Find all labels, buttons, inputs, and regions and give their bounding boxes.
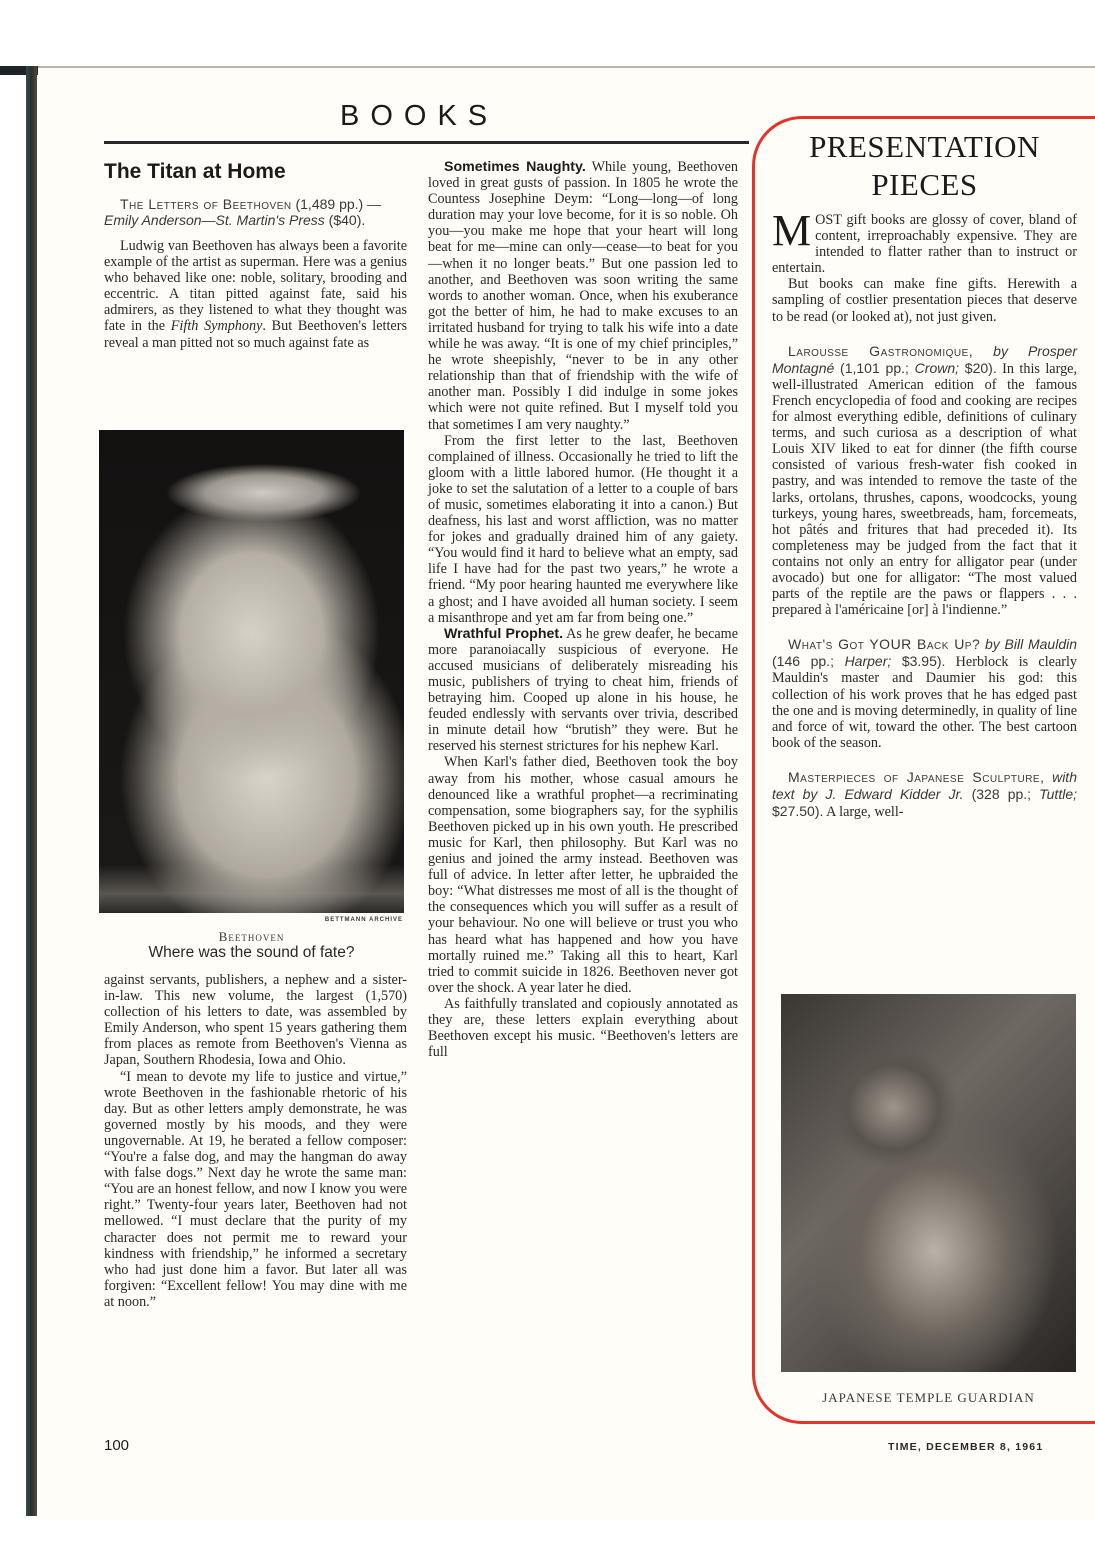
review-title: Larousse Gastronomique, (788, 342, 974, 359)
publication-date: TIME, DECEMBER 8, 1961 (888, 1441, 1044, 1453)
article-paragraph: As faithfully translated and copiously annotated as they are, these letters explain everything about Beethoven except his music. “Beethoven's letters are full (428, 995, 738, 1061)
review-author: with text by J. Edward Kidder Jr. (772, 768, 1077, 802)
review-details: (146 pp.; (772, 653, 845, 670)
book-citation (104, 196, 407, 228)
paragraph-text: OST gift books are glossy of cover, bland of content, irreproachably expensive. They are intended to flatter rather than to instruct or entertain. (772, 212, 1077, 277)
review-author: by Prosper Montagné (772, 342, 1077, 376)
review-details: (1,101 pp.; (834, 359, 915, 376)
photo-caption-name: Beethoven (218, 929, 285, 944)
paragraph-text: Ludwig van Beethoven has always been a favorite example of the artist as superman. Here was a genius who behaved like one: noble, solitary, brooding and eccentric. A titan pitted against fate, said his admirers, as they listened to what they thought was fate in the (104, 238, 407, 335)
article-paragraph: against servants, publishers, a nephew and a sister-in-law. This new volume, the largest (1,570) collection of his letters to date, was assembled by Emily Anderson, who spent 15 years gathering them from places as remote from Beethoven's Vienna as Japan, Southern Rhodesia, Iowa and Ohio. (104, 972, 407, 1069)
review-title: What's Got YOUR Back Up? (788, 636, 981, 653)
review-larousse (772, 343, 1077, 619)
article-paragraph: When Karl's father died, Beethoven took the boy away from his mother, whose casual amours he denounced like a wrathful prophet—a recriminating compensation, some biographers say, for the syphilis Beethoven picked up in his own youth. He prescribed music for Karl, then philosophy. But Karl was no genius and joined the army instead. Beethoven was full of advice. In letter after letter, he upbraided the boy: “What distresses me most of all is the thought of the consequences which you will suffer as a result of your behaviour. No one will believe or trust you who has heard what has happened and how you have mortally ruined me.” Taking all this to heart, Karl tried to commit suicide in 1826. Beethoven never got over the shock. A year later he died. (428, 754, 738, 996)
review-japanese-sculpture (772, 769, 1077, 820)
article-column-1-top (104, 196, 407, 351)
review-price: $3.95). (891, 653, 946, 670)
article-headline: The Titan at Home (104, 160, 286, 183)
review-title: Masterpieces of Japanese Sculpture, (788, 768, 1045, 785)
photo-credit: BETTMANN ARCHIVE (324, 917, 403, 923)
section-title: BOOKS (340, 100, 499, 132)
book-author-publisher: —Emily Anderson—St. Martin's Press (104, 196, 382, 228)
paragraph-text: As he grew deafer, he became more paranoiacally suspicious of everyone. He accused musicians of deliberately misreading his music, publishers of trying to cheat him, friends of betraying him. Cooped up alone in his house, he feuded endlessly with servants over trivia, described in minute detail how “brutish” they were. But he reserved his sternest strictures for his nephew Karl. (428, 625, 738, 755)
review-details: (328 pp.; (963, 786, 1040, 802)
binding-spine (26, 66, 37, 1516)
article-paragraph (428, 626, 738, 755)
sidebar-intro-paragraph (772, 206, 1077, 277)
book-price: ($40). (328, 212, 366, 228)
article-paragraph (428, 159, 738, 433)
review-publisher: Tuttle; (1039, 786, 1077, 802)
review-publisher: Harper; (844, 653, 892, 670)
section-divider (104, 141, 749, 144)
article-paragraph: “I mean to devote my life to justice and virtue,” wrote Beethoven in the fashionable rhetoric of his day. But as other letters amply demonstrate, he was governed mostly by his moods, and they were ungovernable. At 19, he berated a fellow composer: “You're a false dog, and may the hangman do away with false dogs.” Next day he wrote the same man: “You are an honest fellow, and now I know you were right.” Twenty-four years later, Beethoven had not mellowed. “I must declare that the purity of my character does not permit me to reward your kindness with friendship,” he informed a secretary who had just done him a favor. But later all was forgiven: “Excellent fellow! You may dine with me at noon.” (104, 1068, 407, 1310)
review-price: $20). (959, 359, 997, 376)
review-body: A large, well- (823, 804, 904, 821)
symphony-title: Fifth Symphony (170, 318, 263, 335)
guardian-photo-caption: JAPANESE TEMPLE GUARDIAN (822, 1390, 1035, 1405)
article-column-2 (428, 159, 738, 1060)
page-number: 100 (104, 1437, 130, 1454)
article-paragraph: From the first letter to the last, Beethoven complained of illness. Occasionally he tried to lift the gloom with a little labored humor. (He thought it a joke to set the salutation of a letter to a couple of bars of music, sometimes elaborating it into a canon.) But deafness, his last and worst affliction, was no matter for jokes and gradually drained him of any gaiety. “You would find it hard to believe what an empty, sad life I have had for the past two years,” he wrote a friend. “My poor hearing haunted me everywhere like a ghost; and I have avoided all human society. I seem a misanthrope and yet am far from being one.” (428, 432, 738, 626)
article-paragraph (104, 238, 407, 351)
sidebar-intro-paragraph: But books can make fine gifts. Herewith a sampling of costlier presentation pieces that deserve to be read (or looked at), not just given. (772, 276, 1077, 325)
review-publisher: Crown; (914, 359, 960, 376)
sidebar-title-line-2: PIECES (871, 167, 978, 202)
photo-caption-text: Where was the sound of fate? (148, 944, 355, 961)
subhead-wrathful-prophet: Wrathful Prophet. (444, 625, 564, 642)
page-binding-edge (0, 66, 38, 1516)
japanese-temple-guardian-photo (781, 994, 1076, 1372)
review-author: by Bill Mauldin (980, 636, 1078, 653)
review-mauldin (772, 636, 1077, 751)
book-pages: (1,489 pp.) (295, 196, 364, 212)
review-price: $27.50). (772, 803, 824, 820)
paragraph-text: . But Beethoven's letters reveal a man pitted not so much against fate as (104, 318, 407, 351)
review-body: Herblock is clearly Mauldin's master and Daumier his god: this collection of his work proves that he has edged past the one and is moving determinedly, in quality of line and force of wit, toward the other. The best cartoon book of the season. (772, 654, 1078, 751)
beethoven-statue-photo (99, 430, 404, 913)
drop-cap: M (772, 206, 812, 255)
sidebar-column (772, 206, 1078, 821)
book-title: The Letters of Beethoven (120, 196, 292, 212)
sidebar-title (772, 128, 1077, 204)
subhead-sometimes-naughty: Sometimes Naughty. (444, 159, 586, 175)
article-column-1-bottom (104, 972, 407, 1310)
sidebar-title-line-1: PRESENTATION (809, 129, 1040, 164)
paragraph-text: While young, Beethoven loved in great gusts of passion. In 1805 he wrote the Countess Josephine Deym: “Long—long—of long duration may your love become, for it is so noble. Oh you—you make me hope that your heart will long beat for me—mine can only—cease—to beat for you—when it no longer beats.” But one passion led to another, and Beethoven was soon writing the same words to another woman. Once, when his exuberance got the better of him, he had to make excuses to an irritated husband for trying to talk his wife into a date while he was away. “It is one of my chief principles,” he wrote sheepishly, “never to be in any other relationship than that of friendship with the wife of another man. Possibly I did indulge in some jokes which were not quite refined. But I myself told you that sometimes I am very naughty.” (428, 159, 738, 433)
review-body: In this large, well-illustrated American edition of the famous French encyclopedia of food and cooking are recipes for almost everything edible, definitions of culinary terms, and such curiosa as a description of what Louis XIV liked to eat for dinner (the fifth course consisted of various fresh-water fish cooked in pastry, and was intended to remove the taste of the larks, ortolans, thrushes, capons, woodcocks, young turkeys, young hares, sweetbreads, ham, forcemeats, hot pâtés and fritures that had preceded it). Its completeness may be judged from the fact that it contains not only an entry for alligator pear (under avocado) but one for alligator: “The most valued parts of the reptile are the paws or flappers . . . prepared à l'américaine [or] à l'indienne.” (772, 360, 1078, 619)
